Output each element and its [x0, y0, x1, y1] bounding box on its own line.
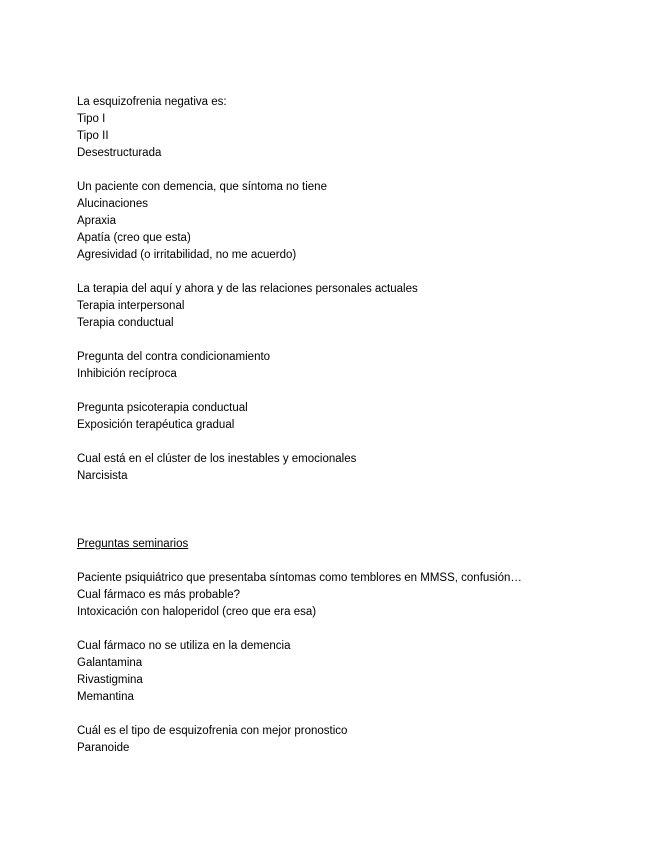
question-block-1 [77, 94, 637, 162]
answer-option: Exposición terapéutica gradual [77, 419, 235, 431]
question-text: Un paciente con demencia, que síntoma no tiene [77, 181, 327, 193]
answer-option: Paranoide [77, 742, 130, 754]
answer-option: Terapia conductual [77, 317, 174, 329]
answer-option: Terapia interpersonal [77, 300, 185, 312]
question-text: Pregunta del contra condicionamiento [77, 351, 271, 363]
answer-option: Desestructurada [77, 147, 162, 159]
question-text: La terapia del aquí y ahora y de las relaciones personales actuales [77, 283, 418, 295]
question-text: Cual fármaco no se utiliza en la demencia [77, 640, 291, 652]
answer-option: Tipo II [77, 130, 109, 142]
answer-option: Narcisista [77, 470, 128, 482]
answer-option: Agresividad (o irritabilidad, no me acuerdo) [77, 249, 297, 261]
question-text: Cual está en el clúster de los inestables y emocionales [77, 453, 357, 465]
question-text: Paciente psiquiátrico que presentaba síntomas como temblores en MMSS, confusión… [77, 572, 522, 584]
question-text: Cuál es el tipo de esquizofrenia con mejor pronostico [77, 725, 348, 737]
question-text: La esquizofrenia negativa es: [77, 96, 227, 108]
answer-option: Rivastigmina [77, 674, 143, 686]
question-text: Pregunta psicoterapia conductual [77, 402, 248, 414]
question-block-4 [77, 349, 637, 383]
seminar-question-block-3 [77, 723, 637, 757]
answer-option: Apraxia [77, 215, 116, 227]
answer-option: Memantina [77, 691, 134, 703]
answer-option: Tipo I [77, 113, 106, 125]
answer-option: Apatía (creo que esta) [77, 232, 191, 244]
answer-option: Intoxicación con haloperidol (creo que era esa) [77, 606, 317, 618]
question-block-6 [77, 451, 637, 485]
answer-option: Alucinaciones [77, 198, 148, 210]
answer-option: Galantamina [77, 657, 143, 669]
question-text: Cual fármaco es más probable? [77, 589, 240, 601]
question-block-3 [77, 281, 637, 332]
seminar-question-block-1 [77, 570, 637, 621]
seminar-question-block-2 [77, 638, 637, 706]
question-block-2 [77, 179, 637, 264]
answer-option: Inhibición recíproca [77, 368, 177, 380]
question-block-5 [77, 400, 637, 434]
section-heading: Preguntas seminarios [77, 538, 189, 550]
document-page [77, 94, 637, 757]
